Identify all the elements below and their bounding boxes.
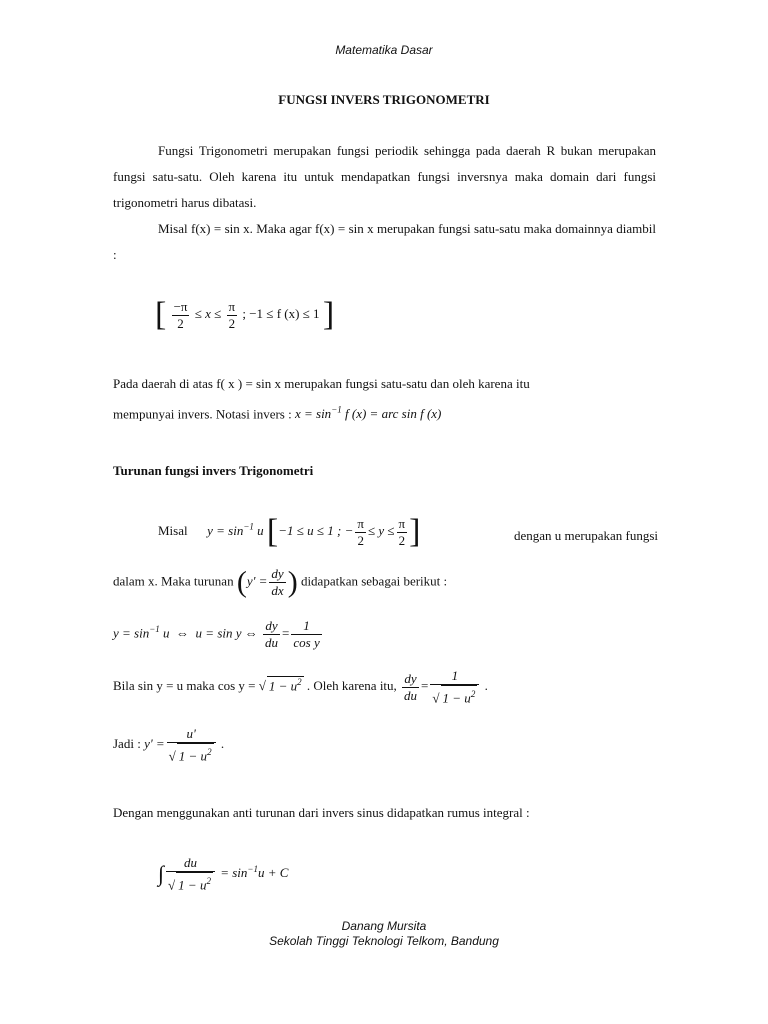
- intro-paragraph: [113, 138, 656, 268]
- footer-institution: Sekolah Tinggi Teknologi Telkom, Bandung: [269, 934, 499, 948]
- after-domain-text-1: Pada daerah di atas f( x ) = sin x merupakan fungsi satu-satu dan oleh karena itu: [113, 376, 530, 391]
- jadi-line: Jadi : y' = $\frac{u'}{√ 1 - u^2}$ .: [113, 726, 225, 764]
- misal-line: Misal $y = \sin^{-1} u$ [−1 ≤ u ≤ 1 ; − $\frac{\pi}{2}$ ≤ y ≤ $\frac{\pi}{2}$ ] dengan u merupakan fungsi: [158, 513, 658, 550]
- equation-derivative: $y = \sin^{-1} u$ ⇔ u = sin y ⇔ $\frac{dy}{du}$ = $\frac{1}{\text{cos y}}$: [113, 618, 320, 650]
- inverse-notation: $x = \sin^{-1} f$ (x) = arc sin f (x): [294, 405, 442, 422]
- integral-formula: ∫ $\frac{du}{√ 1 - u^2}$ = $\sin^{-1}u + C$: [158, 855, 289, 893]
- footer: [0, 919, 768, 949]
- after-domain-paragraph: [113, 371, 656, 427]
- intro-text-2: Misal f(x) = sin x. Maka agar f(x) = sin x merupakan fungsi satu-satu maka domainnya diambil :: [113, 221, 656, 262]
- domain-formula: [ $\frac{-\pi}{2}$ ≤ x ≤ $\frac{\pi}{2}$ ; −1 ≤ f (x) ≤ 1 ]: [155, 296, 335, 333]
- dengan-text: Dengan menggunakan anti turunan dari invers sinus didapatkan rumus integral :: [113, 805, 530, 820]
- page-title: FUNGSI INVERS TRIGONOMETRI: [278, 92, 490, 107]
- turunan-line: dalam x. Maka turunan (y' = $\frac{dy}{dx}$ ) didapatkan sebagai berikut :: [113, 565, 448, 599]
- bila-line: Bila sin y = u maka cos y = √ $1 - u^2$ . Oleh karena itu, $\frac{dy}{du}$ = $\frac{1}{√ 1 - u^2}$ .: [113, 668, 488, 706]
- intro-text-1: Fungsi Trigonometri merupakan fungsi periodik sehingga pada daerah R bukan merupakan fungsi satu-satu. Oleh karena itu untuk mendapatkan fungsi inversnya maka domain dari fungsi trigonometri harus dibatasi.: [113, 143, 656, 210]
- footer-author: Danang Mursita: [341, 919, 427, 933]
- section-heading: Turunan fungsi invers Trigonometri: [113, 463, 314, 478]
- after-domain-text-2: mempunyai invers. Notasi invers : $x = \sin^{-1} f$ (x) = arc sin f (x): [113, 405, 442, 422]
- running-header: Matematika Dasar: [335, 43, 433, 57]
